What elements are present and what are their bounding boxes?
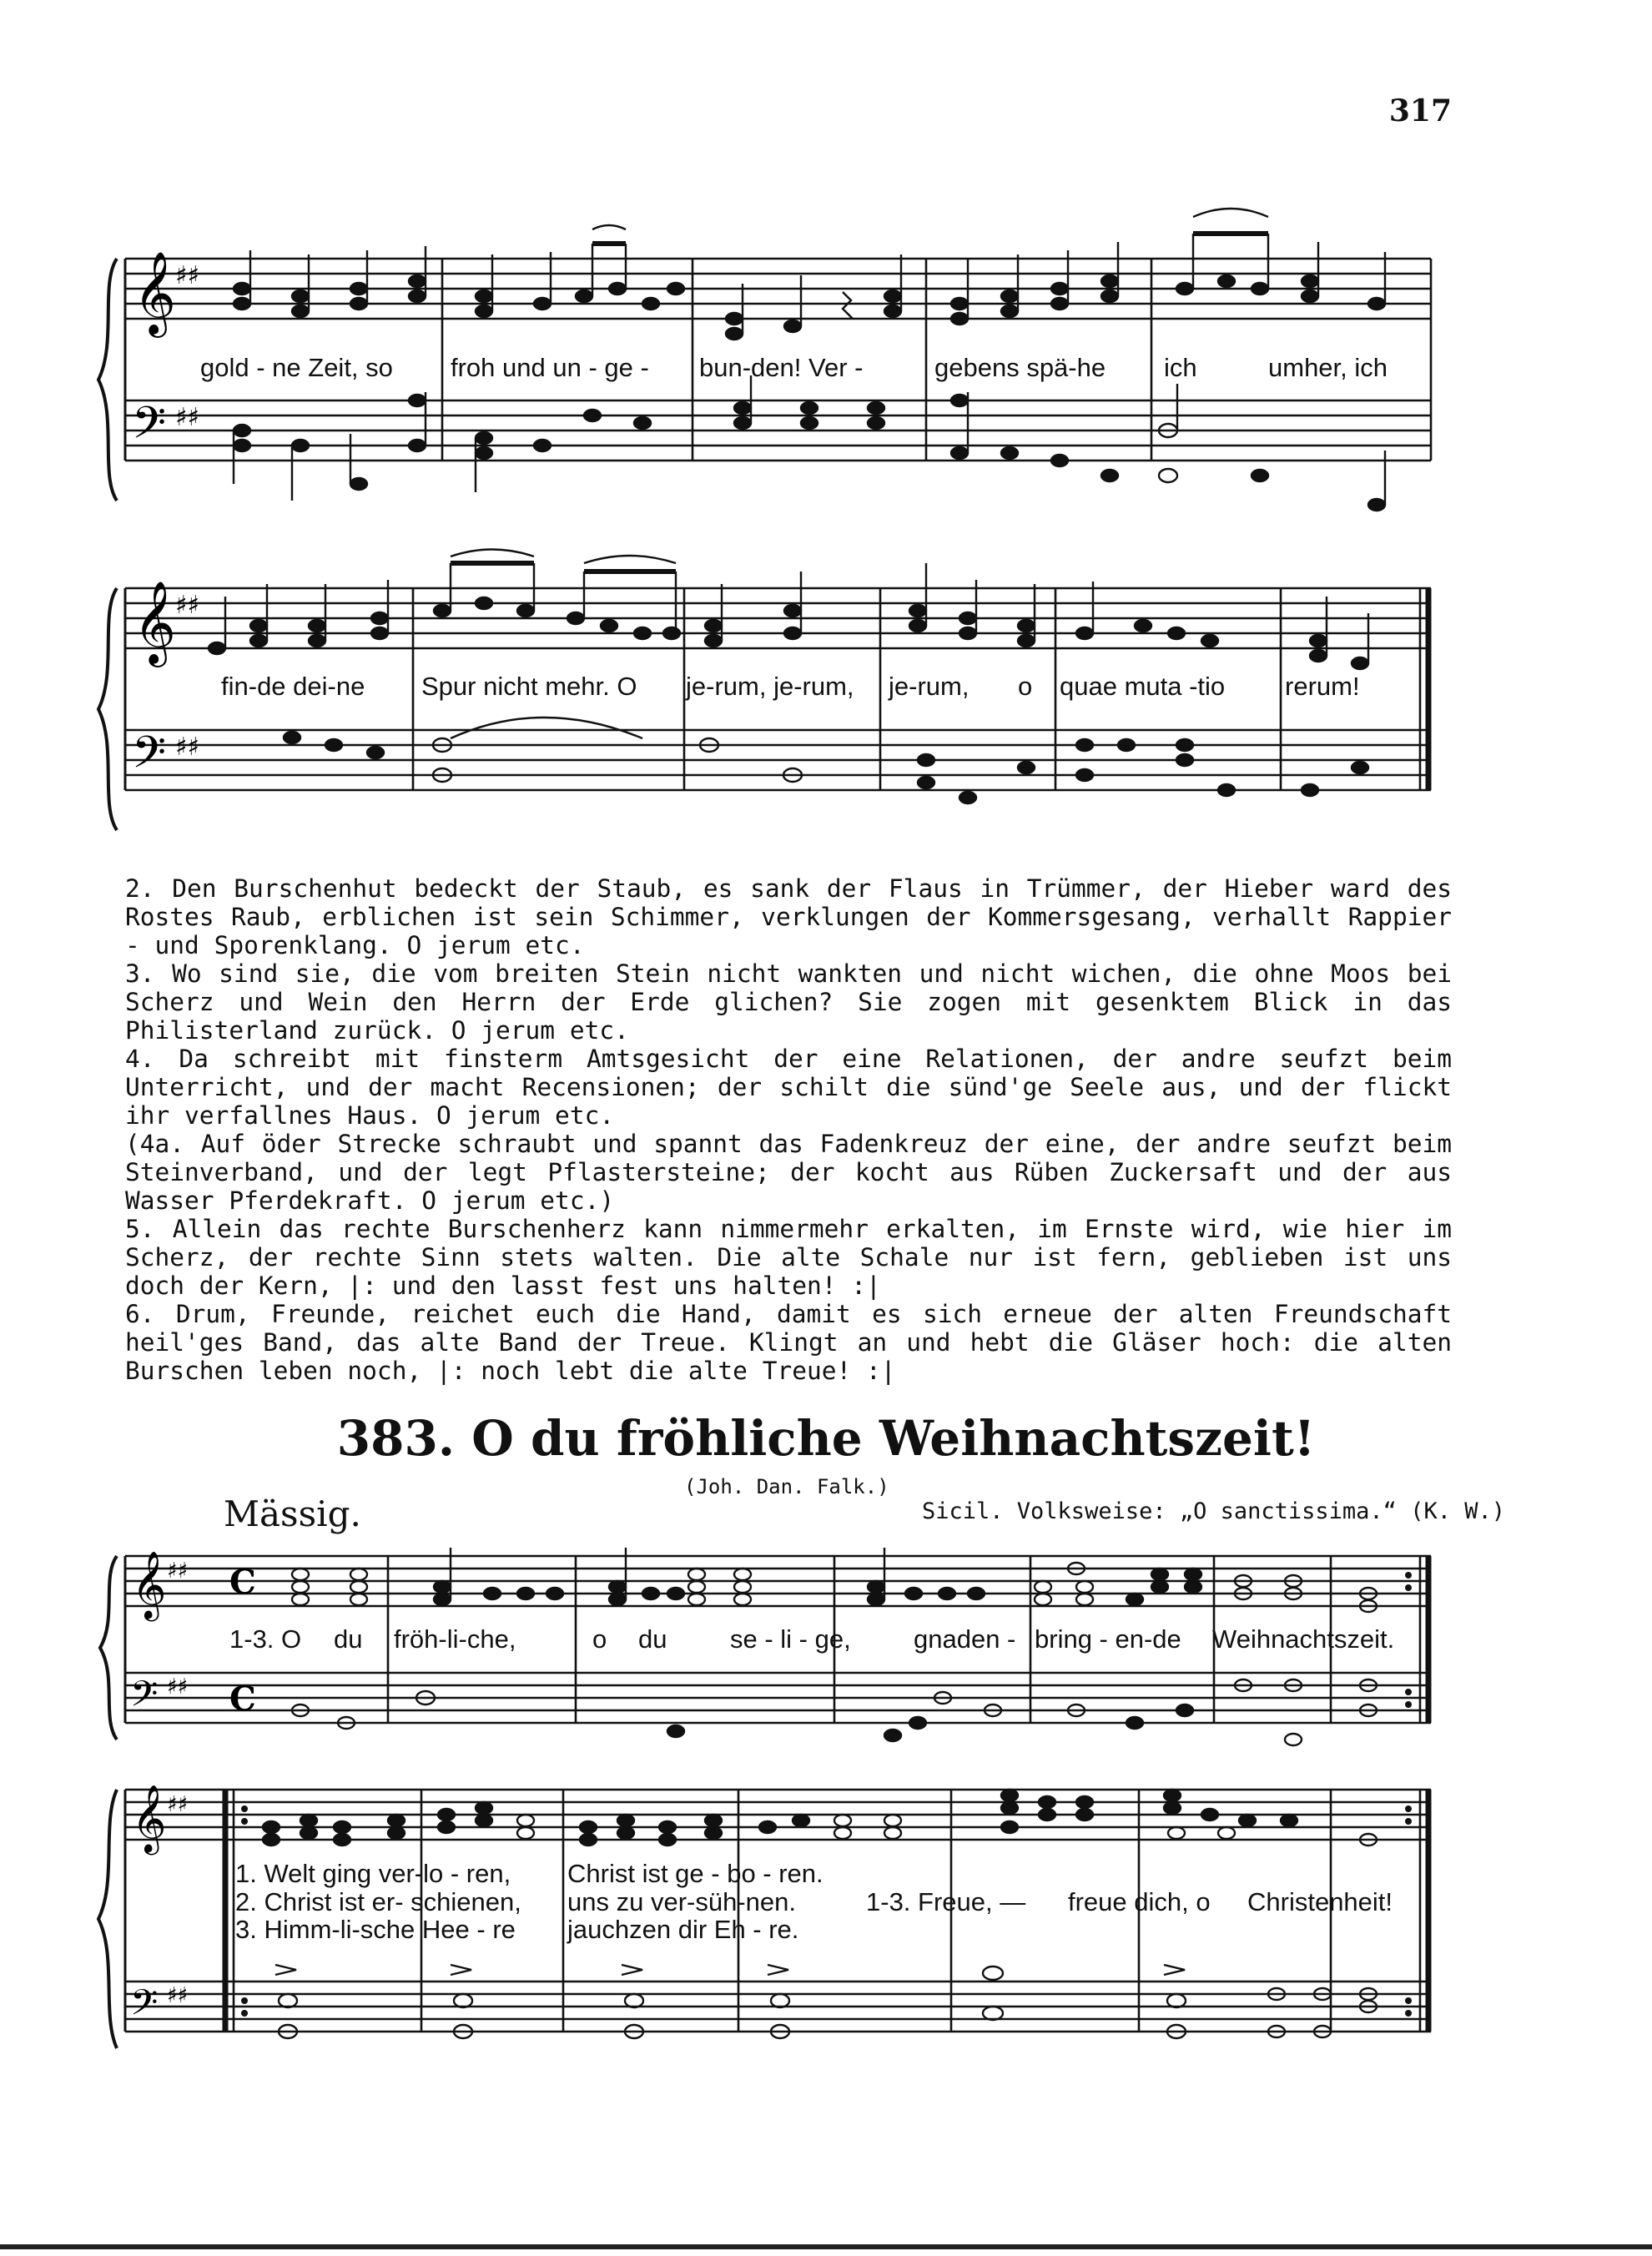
lyric-line: 3. Himm-li-sche Hee - re	[235, 1915, 516, 1944]
staff-notation-system-3	[92, 1531, 1435, 1781]
svg-text:♯♯: ♯♯	[175, 591, 200, 620]
lyric-line: o	[1018, 672, 1033, 701]
svg-text:𝄢: 𝄢	[132, 728, 167, 789]
svg-text:C: C	[229, 1679, 256, 1719]
tempo-marking: Mässig.	[224, 1493, 361, 1534]
verse-4a: (4a. Auf öder Strecke schraubt und spannt das Fadenkreuz der eine, der andre seufzt beim Steinverband, und der legt Pflastersteine; der kocht aus Rüben Zuckersaft und der aus Wasser Pferdekraft. O jerum etc.)	[125, 1130, 1452, 1215]
lyric-line: je-rum,	[889, 672, 970, 701]
lyric-line: 1-3. O	[229, 1624, 302, 1654]
verse-5: 5. Allein das rechte Burschenherz kann nimmermehr erkalten, im Ernste wird, wie hier im Scherz, der rechte Sinn stets walten. Die alte Schale nur ist fern, geblieben ist uns doch der Kern, |: und den lasst fest uns halten! :|	[125, 1215, 1452, 1300]
lyric-line: Christ ist ge - bo - ren.	[567, 1859, 823, 1888]
music-system-4	[92, 1765, 1435, 2048]
song-title: 383. O du fröhliche Weihnachtszeit!	[336, 1410, 1316, 1467]
lyric-line: 2. Christ ist er- schienen,	[235, 1887, 521, 1916]
music-system-3	[92, 1531, 1435, 1781]
svg-text:♯♯: ♯♯	[167, 1674, 189, 1700]
lyric-line: ich	[1164, 353, 1197, 382]
verse-2: 2. Den Burschenhut bedeckt der Staub, es sank der Flaus in Trümmer, der Hieber ward des Rostes Raub, erblichen ist sein Schimmer, verklungen der Kommersgesang, verhallt Rappier - und Sporenklang. O jerum etc.	[125, 874, 1452, 959]
lyric-line: fin-de dei-ne	[221, 672, 365, 701]
staff-notation-system-1	[92, 234, 1435, 551]
verse-text	[125, 874, 1452, 1385]
poet-credit: (Joh. Dan. Falk.)	[684, 1475, 889, 1498]
lyric-line: gnaden -	[914, 1624, 1016, 1654]
lyric-line: gebens spä-he	[934, 353, 1106, 382]
verse-6: 6. Drum, Freunde, reichet euch die Hand, damit es sich erneue der alten Freundschaft heil'ges Band, das alte Band der Treue. Klingt an und hebt die Gläser hoch: die alten Burschen leben noch, |: noch lebt die alte Treue! :|	[125, 1300, 1452, 1385]
lyric-line: Spur nicht mehr. O	[421, 672, 637, 701]
svg-text:♯♯: ♯♯	[175, 261, 200, 290]
footer-rule	[0, 2244, 1652, 2249]
svg-text:♯♯: ♯♯	[167, 1792, 189, 1817]
music-system-1	[92, 234, 1435, 551]
svg-text:C: C	[229, 1563, 256, 1602]
lyric-line: Weihnachtszeit.	[1212, 1624, 1395, 1654]
lyric-line: uns zu ver-süh-nen.	[567, 1887, 796, 1916]
svg-text:♯♯: ♯♯	[175, 403, 200, 432]
lyric-line: du	[334, 1624, 363, 1654]
lyric-line: je-rum, je-rum,	[686, 672, 854, 701]
lyric-line: 1. Welt ging ver-lo - ren,	[235, 1859, 511, 1888]
svg-text:𝄢: 𝄢	[132, 398, 167, 460]
lyric-line: du	[638, 1624, 667, 1654]
lyric-line: gold - ne Zeit, so	[200, 353, 393, 382]
lyric-line: fröh-li-che,	[394, 1624, 516, 1654]
svg-text:♯♯: ♯♯	[167, 1983, 189, 2008]
svg-text:𝄢: 𝄢	[130, 1982, 159, 2032]
verse-3: 3. Wo sind sie, die vom breiten Stein nicht wankten und nicht wichen, die ohne Moos bei Scherz und Wein den Herrn der Erde glichen? Sie zogen mit gesenktem Blick in das Philisterland zurück. O jerum etc.	[125, 959, 1452, 1045]
lyric-line: Christenheit!	[1247, 1887, 1393, 1916]
svg-text:𝄢: 𝄢	[130, 1674, 159, 1724]
lyric-line: se - li - ge,	[730, 1624, 851, 1654]
lyric-line: froh und un - ge -	[451, 353, 649, 382]
lyric-line: o	[592, 1624, 607, 1654]
svg-text:𝄞: 𝄞	[132, 1550, 167, 1619]
svg-text:𝄞: 𝄞	[133, 581, 176, 664]
lyric-line: jauchzen dir Eh - re.	[567, 1915, 799, 1944]
page-number: 317	[1388, 93, 1452, 128]
lyric-line: bring - en-de	[1035, 1624, 1181, 1654]
svg-text:♯♯: ♯♯	[175, 733, 200, 762]
lyric-line: umher, ich	[1268, 353, 1388, 382]
staff-notation-system-2	[92, 563, 1435, 864]
lyric-line: bun-den! Ver -	[699, 353, 864, 382]
svg-text:𝄞: 𝄞	[132, 1784, 167, 1852]
svg-text:𝄞: 𝄞	[133, 251, 176, 335]
lyric-line: 1-3. Freue, —	[866, 1887, 1026, 1916]
verse-4: 4. Da schreibt mit finsterm Amtsgesicht der eine Relationen, der andre seufzt beim Unterricht, und der macht Recensionen; der schilt die sünd'ge Seele aus, und der flickt ihr verfallnes Haus. O jerum etc.	[125, 1045, 1452, 1130]
melody-source: Sicil. Volksweise: „O sanctissima.“ (K. W.)	[922, 1498, 1505, 1524]
lyric-line: rerum!	[1285, 672, 1360, 701]
lyric-line: freue dich, o	[1068, 1887, 1211, 1916]
music-system-2	[92, 563, 1435, 864]
svg-text:♯♯: ♯♯	[167, 1559, 189, 1584]
lyric-line: quae muta -tio	[1060, 672, 1226, 701]
